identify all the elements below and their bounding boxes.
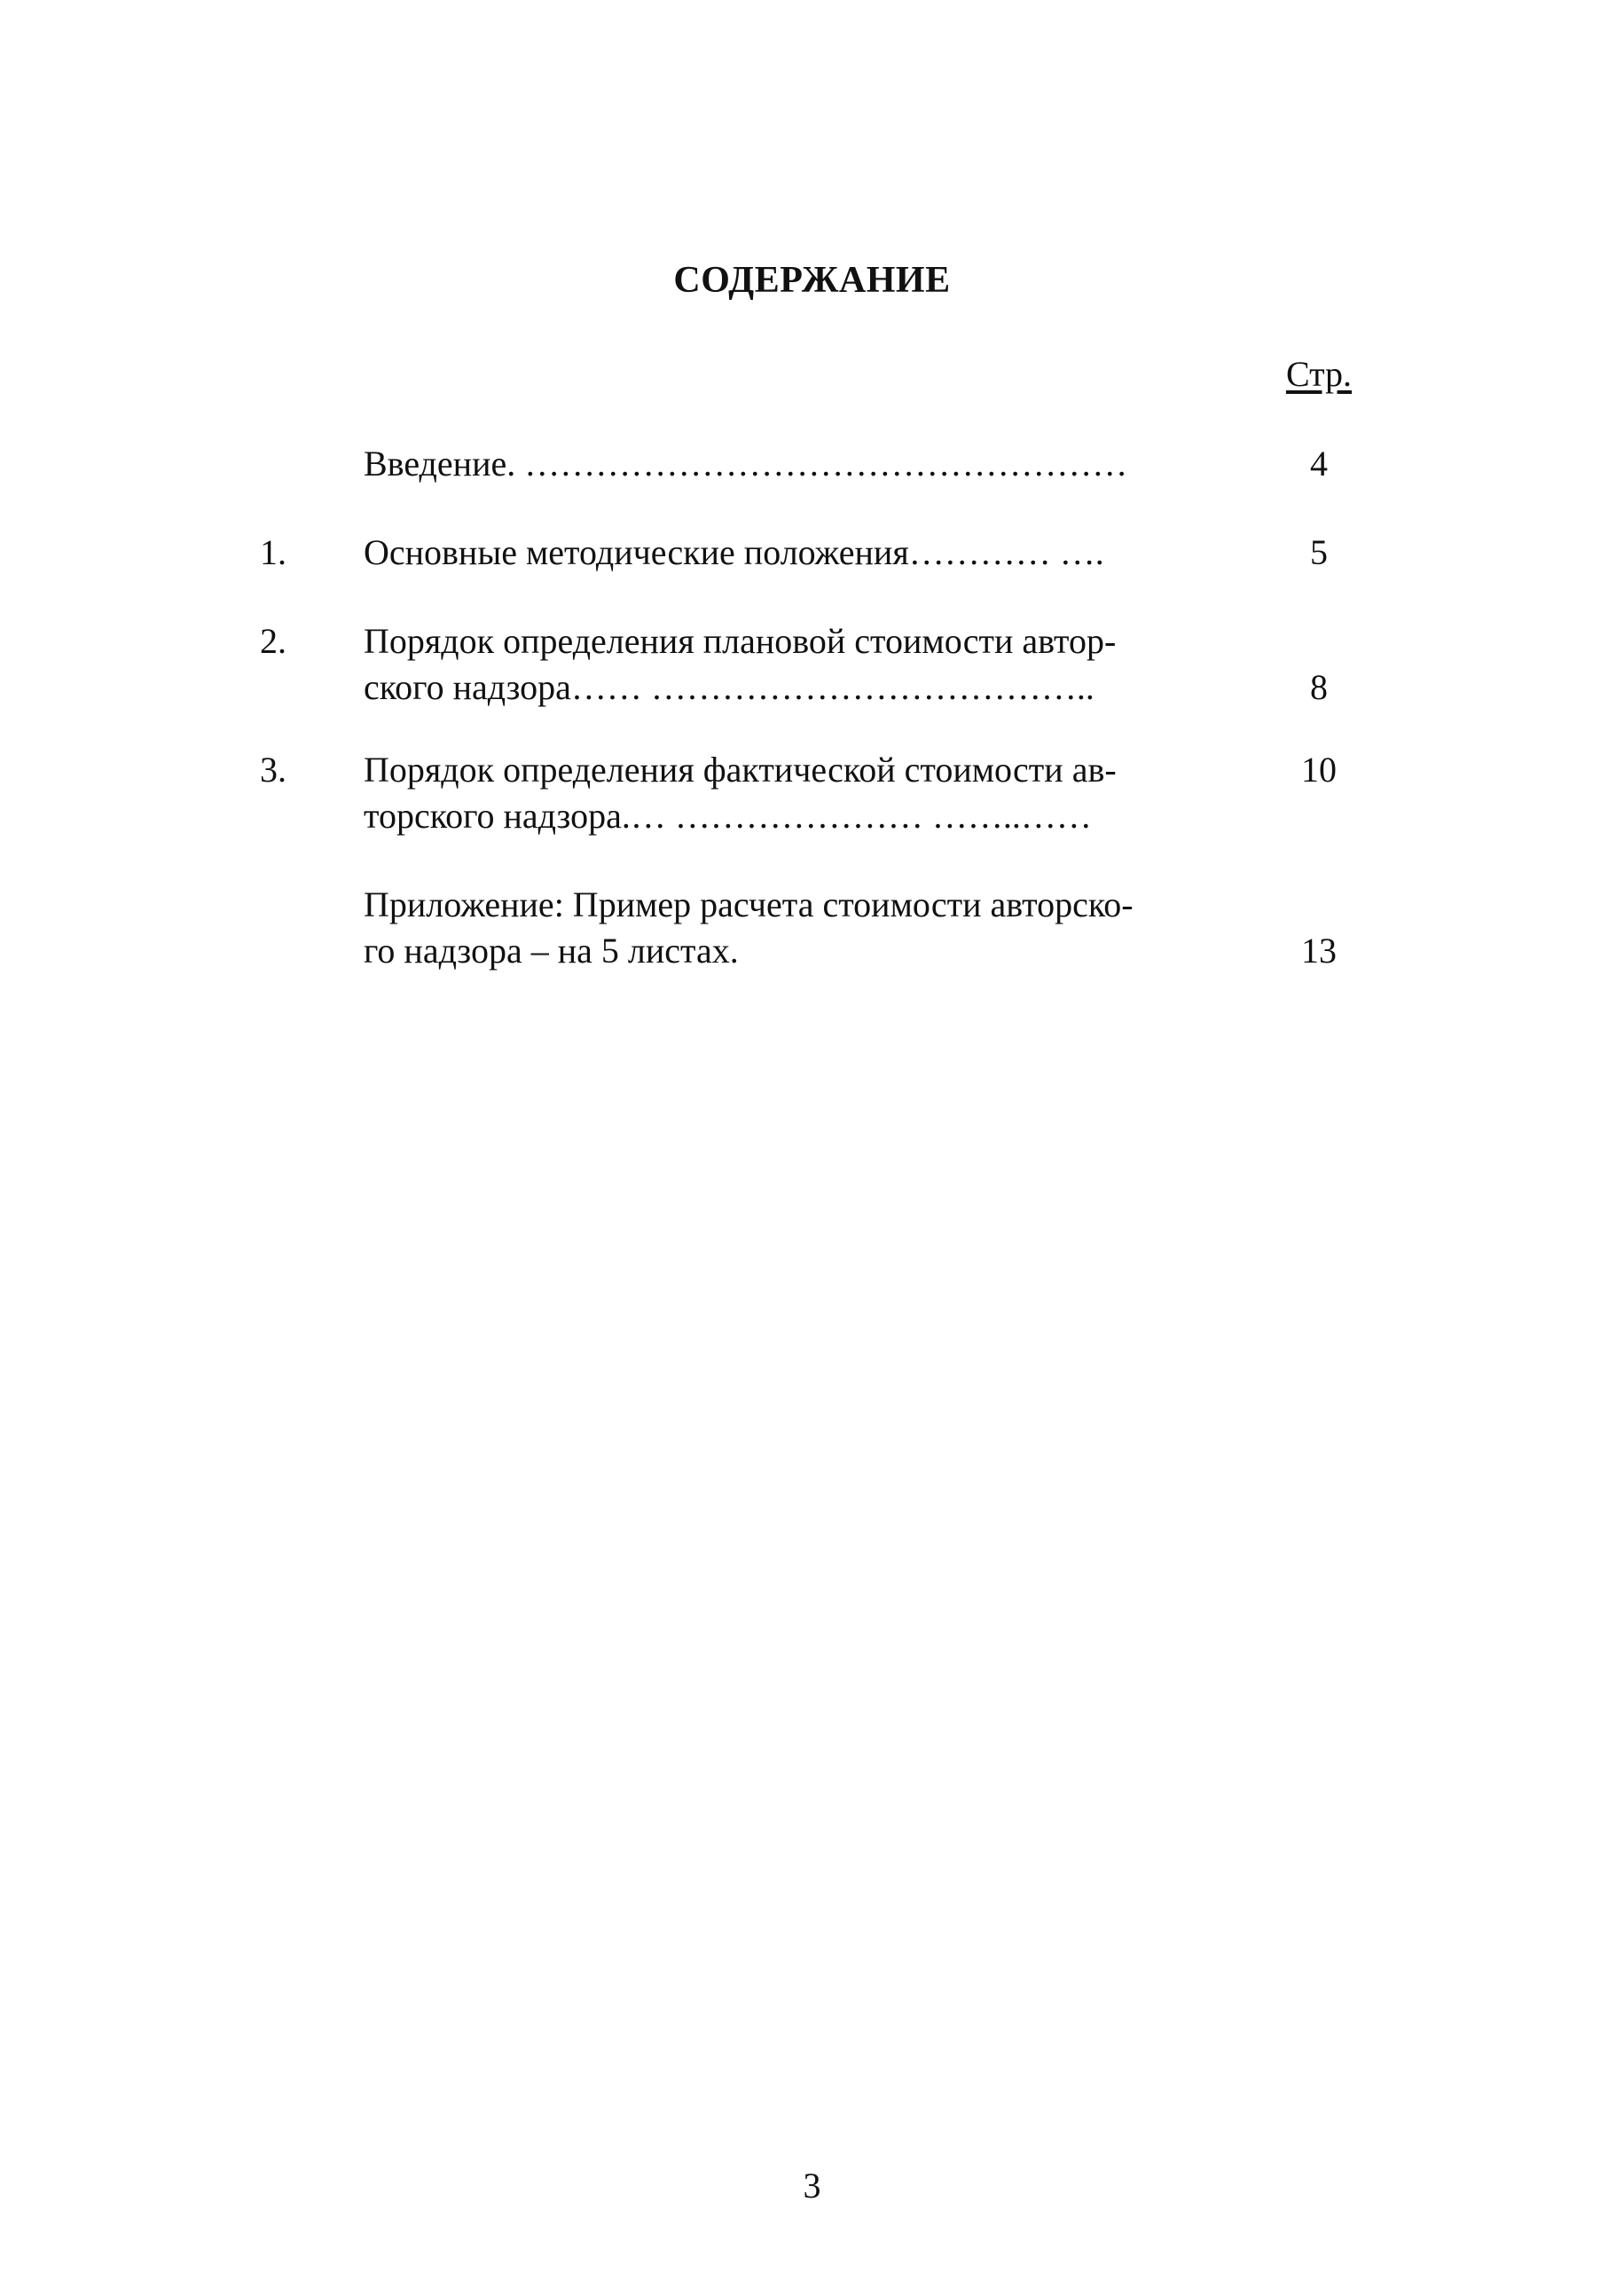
page-title: СОДЕРЖАНИЕ bbox=[673, 260, 951, 301]
toc-entry-text bbox=[364, 747, 1193, 839]
toc-entry-line: Приложение: Пример расчета стоимости авторско- bbox=[364, 884, 1134, 924]
toc-entry-line: Порядок определения фактической стоимости ав- bbox=[364, 750, 1117, 790]
toc-entry-page: 8 bbox=[1310, 667, 1328, 707]
toc-entry-line: торского надзора.… ………………… ……..…… bbox=[364, 796, 1092, 836]
toc-entry-text bbox=[364, 530, 1193, 576]
toc-entry-page: 10 bbox=[1301, 750, 1337, 790]
toc-entry-line: ского надзора…… ……………………………….. bbox=[364, 667, 1094, 707]
toc-entry-text bbox=[364, 618, 1193, 711]
footer-page-number: 3 bbox=[803, 2166, 821, 2205]
toc-entry-page: 4 bbox=[1310, 444, 1328, 484]
toc-entry-text bbox=[364, 882, 1193, 974]
toc-entry-line: го надзора – на 5 листах. bbox=[364, 931, 739, 971]
toc-entry-number: 1. bbox=[260, 532, 286, 572]
toc-entry-2[interactable] bbox=[0, 618, 1624, 711]
toc-entry-page: 13 bbox=[1301, 931, 1337, 971]
toc-entry-line: Основные методические положения………… …. bbox=[364, 532, 1104, 572]
page-column-header: Стр. bbox=[1285, 354, 1353, 394]
toc-entry-number: 3. bbox=[260, 750, 286, 790]
toc-entry-text bbox=[364, 441, 1193, 487]
toc-entry-3[interactable] bbox=[0, 747, 1624, 839]
toc-entry-line: Введение. …………………………………………… bbox=[364, 444, 1128, 484]
toc-entry-number: 2. bbox=[260, 621, 286, 661]
toc-entry-appendix[interactable] bbox=[0, 882, 1624, 974]
toc-entry-line: Порядок определения плановой стоимости автор- bbox=[364, 621, 1117, 661]
toc-entry-introduction[interactable] bbox=[0, 441, 1624, 487]
toc-entry-1[interactable] bbox=[0, 530, 1624, 576]
toc-entry-page: 5 bbox=[1310, 532, 1328, 572]
